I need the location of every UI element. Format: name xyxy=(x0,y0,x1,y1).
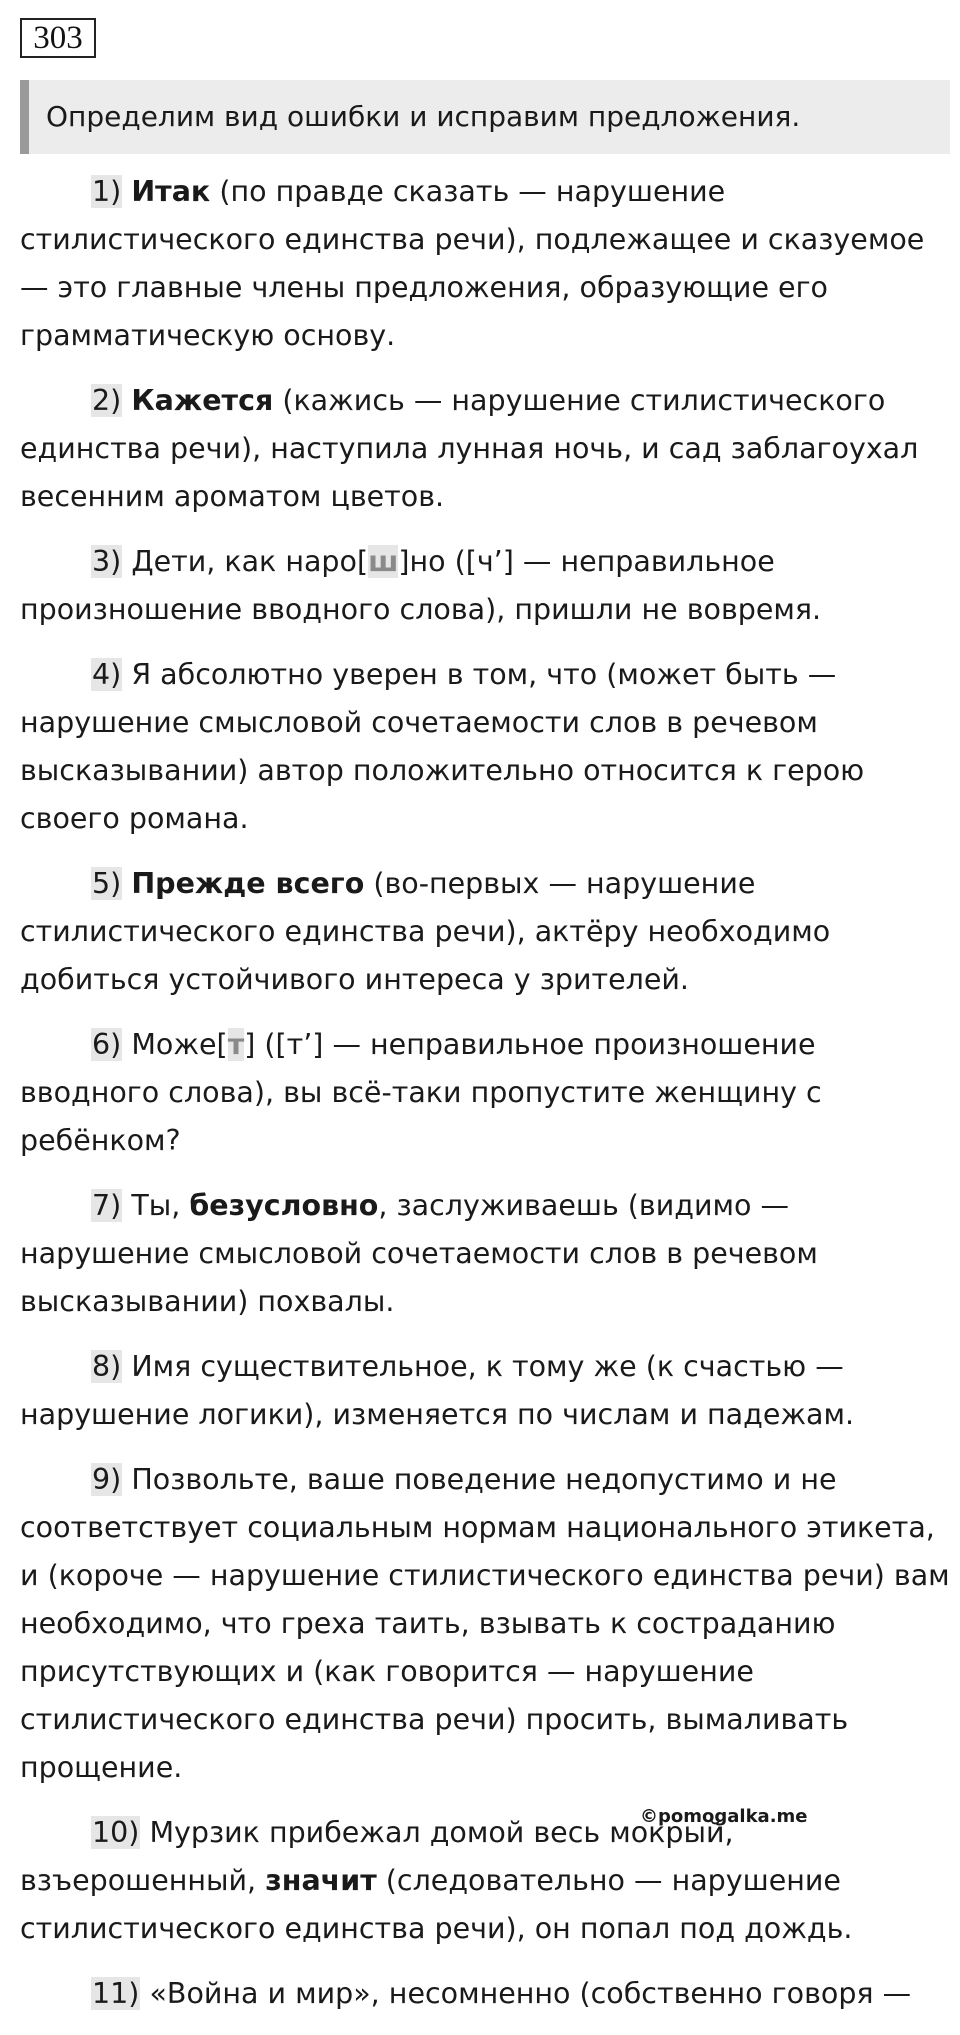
list-item xyxy=(20,860,955,1004)
item-number: 7) xyxy=(92,1189,122,1222)
instruction-bar xyxy=(20,80,950,154)
highlighted-word: значит xyxy=(265,1864,377,1897)
item-text: (кажись — нарушение стилистического единства речи), наступила лунная ночь, и сад заблагоухал весенним ароматом цветов. xyxy=(20,384,919,513)
item-text: Дети, как наро[ xyxy=(122,545,369,578)
list-item xyxy=(20,1343,955,1439)
list-item xyxy=(20,1970,955,2018)
list-item xyxy=(20,168,955,360)
item-text xyxy=(122,175,131,208)
item-number: 8) xyxy=(92,1350,122,1383)
item-number: 10) xyxy=(92,1816,140,1849)
item-text: (во-первых — нарушение стилистического единства речи), актёру необходимо добиться устойчивого интереса у зрителей. xyxy=(20,867,831,996)
list-item xyxy=(20,377,955,521)
item-text xyxy=(122,867,131,900)
list-item xyxy=(20,1182,955,1326)
item-number: 3) xyxy=(92,545,122,578)
item-text: (по правде сказать — нарушение стилистического единства речи), подлежащее и сказуемое — это главные члены предложения, образующие его грамматическую основу. xyxy=(20,175,925,352)
highlighted-word: безусловно xyxy=(189,1189,379,1222)
item-number: 2) xyxy=(92,384,122,417)
highlighted-word: Кажется xyxy=(131,384,274,417)
item-text: , заслуживаешь (видимо — нарушение смысловой сочетаемости слов в речевом высказывании) похвалы. xyxy=(20,1189,818,1318)
item-number: 1) xyxy=(92,175,122,208)
item-text: «Война и мир», несомненно (собственно говоря — xyxy=(140,1977,912,2010)
item-text: Мурзик прибежал домой весь мокрый, взъерошенный, xyxy=(20,1816,734,1897)
list-item xyxy=(20,1021,955,1165)
item-number: 5) xyxy=(92,867,122,900)
item-number: 6) xyxy=(92,1028,122,1061)
answer-list xyxy=(20,168,955,2035)
item-text: (следовательно — нарушение стилистического единства речи), он попал под дождь. xyxy=(20,1864,853,1945)
item-text: Я абсолютно уверен в том, что (может быть — нарушение смысловой сочетаемости слов в речевом высказывании) автор положительно относится к герою своего романа. xyxy=(20,658,865,835)
item-text: ] ([т’] — неправильное произношение вводного слова), вы всё-таки пропустите женщину с ребёнком? xyxy=(20,1028,822,1157)
item-number: 9) xyxy=(92,1463,122,1496)
item-text: Може[ xyxy=(122,1028,228,1061)
item-text: Позвольте, ваше поведение недопустимо и не соответствует социальным нормам национального этикета, и (короче — нарушение стилистического единства речи) вам необходимо, что греха таить, взывать к состраданию присутствующих и (как говорится — нарушение стилистического единства речи) просить, вымаливать прощение. xyxy=(20,1463,950,1784)
list-item xyxy=(20,1809,955,1953)
instruction-text: Определим вид ошибки и исправим предложения. xyxy=(46,100,801,133)
item-text xyxy=(122,384,131,417)
list-item xyxy=(20,651,955,843)
list-item xyxy=(20,538,955,634)
item-number: 4) xyxy=(92,658,122,691)
item-text: ]но ([ч’] — неправильное произношение вводного слова), пришли не вовремя. xyxy=(20,545,822,626)
item-text: Имя существительное, к тому же (к счастью — нарушение логики), изменяется по числам и падежам. xyxy=(20,1350,855,1431)
item-text: Ты, xyxy=(122,1189,190,1222)
highlighted-word: Прежде всего xyxy=(131,867,365,900)
highlighted-sound: т xyxy=(227,1028,245,1061)
watermark: ©pomogalka.me xyxy=(640,1806,808,1827)
item-number: 11) xyxy=(92,1977,140,2010)
highlighted-word: Итак xyxy=(131,175,211,208)
highlighted-sound: ш xyxy=(368,545,399,578)
task-number-box: 303 xyxy=(20,18,96,58)
list-item xyxy=(20,1456,955,1792)
